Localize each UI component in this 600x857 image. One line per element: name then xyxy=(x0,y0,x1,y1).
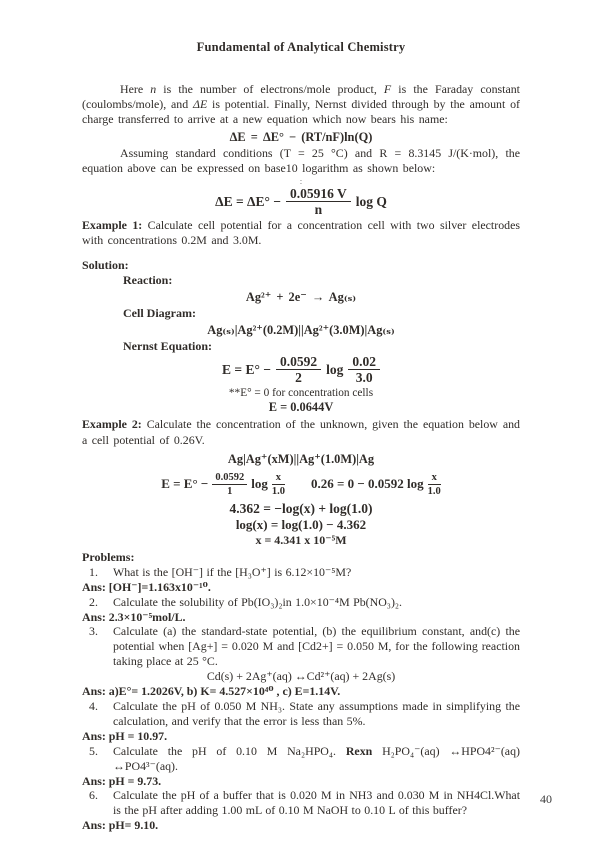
page-number: 40 xyxy=(540,792,552,806)
fraction-numerator: x xyxy=(272,472,285,485)
problem-text: Calculate the pH of 0.050 M NH₃. State any assumptions made in simplifying the calculation, and verify that the error is less than 5%. xyxy=(113,698,520,728)
fraction-numerator: 0.05916 V xyxy=(286,187,351,202)
example2-text: Calculate the concentration of the unknown, given the equation below and a cell potential of 0.26V. xyxy=(82,417,520,447)
fraction xyxy=(348,355,380,384)
example2-left-equation xyxy=(161,472,285,497)
fraction-denominator: 1.0 xyxy=(271,485,285,497)
problem-text: Calculate the solubility of Pb(IO₃)₂in 1.0×10⁻⁴M Pb(NO₃)₂. xyxy=(113,594,403,609)
log-operator: log xyxy=(251,476,268,492)
problem-item xyxy=(82,788,520,818)
cell-diagram-equation: Ag₍ₛ₎|Ag²⁺(0.2M)||Ag²⁺(3.0M)|Ag₍ₛ₎ xyxy=(207,323,395,338)
intro-text-part: is the number of electrons/mole product, xyxy=(156,82,384,96)
equation-lhs: ΔE = ΔE° − xyxy=(215,193,281,209)
problem-number: 5. xyxy=(89,743,98,758)
problem-text: Calculate (a) the standard-state potential, (b) the equilibrium constant, and(c) the potential when [Ag+] = 0.020 M and [Cd2+] = 0.050 M, for the following reaction taking place at 25 °C. xyxy=(113,624,520,669)
fraction-denominator: 2 xyxy=(295,370,302,386)
answer-line: Ans: 2.3×10⁻⁵mol/L. xyxy=(82,609,186,624)
problem-number: 4. xyxy=(89,698,98,713)
variable-n: n xyxy=(150,82,157,96)
problem-item xyxy=(82,699,520,729)
answer-line: Ans: pH = 10.97. xyxy=(82,728,168,743)
variable-f: F xyxy=(383,82,392,96)
fraction xyxy=(276,355,321,384)
problem-number: 3. xyxy=(89,624,98,639)
problem3-reaction-equation: Cd(s) + 2Ag⁺(aq) ↔Cd²⁺(aq) + 2Ag(s) xyxy=(206,669,396,684)
problem-text-part: H₂PO₄⁻(aq) ↔HPO4²⁻(aq) ↔PO4³⁻(aq). xyxy=(113,743,520,773)
fraction-numerator: 0.02 xyxy=(348,355,380,370)
example1-label: Example 1: xyxy=(82,218,143,233)
problem-text-part: Calculate the pH of 0.10 M Na₂HPO₄. xyxy=(113,743,346,758)
nernst-equation-inline: ΔE = ΔE° − (RT/nF)ln(Q) xyxy=(229,129,373,144)
example1-paragraph xyxy=(82,218,520,248)
fraction-denominator: n xyxy=(314,202,323,218)
concentration-cell-note: **E° = 0 for concentration cells xyxy=(228,387,374,400)
fraction-numerator: x xyxy=(428,472,441,485)
example2-step1: 4.362 = −log(x) + log(1.0) xyxy=(229,500,373,516)
answer-line: Ans: pH= 9.10. xyxy=(82,818,159,833)
example2-label: Example 2: xyxy=(82,417,142,432)
problem-text: Calculate the pH of a buffer that is 0.020 M in NH3 and 0.030 M in NH4Cl.What is the pH after adding 1.00 mL of 0.10 M NaOH to 0.10 L of this buffer? xyxy=(113,788,520,818)
cell-diagram-label: Cell Diagram: xyxy=(123,306,196,321)
problem-item xyxy=(82,595,520,610)
problem-number: 2. xyxy=(89,594,98,609)
fraction-numerator: 0.0592 xyxy=(276,355,321,370)
equation-lhs: E = E° − xyxy=(222,361,271,377)
problem-number: 6. xyxy=(89,788,98,803)
problem-number: 1. xyxy=(89,564,98,579)
nernst-equation-label: Nernst Equation: xyxy=(123,339,213,354)
intro-paragraph xyxy=(82,82,520,128)
scan-artifact-colon: : xyxy=(299,177,303,187)
example2-step3: x = 4.341 x 10⁻⁵M xyxy=(255,532,347,547)
equation-lhs: 0.26 = 0 − 0.0592 log xyxy=(310,476,424,492)
problem-item xyxy=(82,624,520,669)
problems-heading: Problems: xyxy=(82,549,135,564)
problem-item xyxy=(82,744,520,774)
answer-line: Ans: a)E°= 1.2026V, b) K= 4.527×10⁴⁰ , c) E=1.14V. xyxy=(82,684,341,699)
example2-right-equation xyxy=(311,472,441,497)
fraction-denominator: 3.0 xyxy=(355,370,373,386)
variable-delta-e: ΔE xyxy=(192,97,208,112)
intro-text-part: is the Faraday constant (coulombs/mole), and xyxy=(82,82,520,112)
example2-step2: log(x) = log(1.0) − 4.362 xyxy=(235,516,367,532)
reaction-equation: Ag²⁺ + 2e⁻ → Ag₍ₛ₎ xyxy=(245,290,357,305)
base10-nernst-equation xyxy=(82,187,520,216)
fraction xyxy=(212,472,247,497)
fraction-numerator: 0.0592 xyxy=(212,472,247,485)
log-operator: log xyxy=(326,361,344,377)
problem-text xyxy=(113,744,520,774)
assumptions-paragraph: Assuming standard conditions (T = 25 °C) and R = 8.3145 J/(K·mol), the equation above can be expressed on base10 logarithm as shown below: xyxy=(82,145,520,175)
fraction xyxy=(286,187,351,216)
problem-item xyxy=(82,565,520,580)
intro-text-part: is potential. Finally, Nernst divided through by the amount of charge transferred to arrive at a new equation which now bears his name: xyxy=(82,97,520,127)
example2-equation-row xyxy=(82,472,520,497)
equation-rhs: log Q xyxy=(355,193,387,209)
example1-text: Calculate cell potential for a concentration cell with two silver electrodes with concentrations 0.2M and 3.0M. xyxy=(82,218,520,248)
answer-line: Ans: [OH⁻]=1.163x10⁻¹⁰. xyxy=(82,579,211,594)
example2-paragraph xyxy=(82,417,520,447)
example2-cell-equation: Ag|Ag⁺(xM)||Ag⁺(1.0M)|Ag xyxy=(227,451,375,466)
page-header-title: Fundamental of Analytical Chemistry xyxy=(196,40,406,54)
equation-lhs: E = E° − xyxy=(161,476,209,492)
solution-label: Solution: xyxy=(82,258,129,273)
answer-line: Ans: pH = 9.73. xyxy=(82,773,162,788)
fraction-denominator: 1 xyxy=(227,485,233,497)
example1-result: E = 0.0644V xyxy=(268,400,334,415)
problem-text: What is the [OH⁻] if the [H₃O⁺] is 6.12×10⁻⁵M? xyxy=(113,564,352,579)
fraction xyxy=(428,472,441,497)
reaction-label: Reaction: xyxy=(123,273,173,288)
fraction xyxy=(272,472,285,497)
fraction-denominator: 1.0 xyxy=(427,485,441,497)
rexn-label: Rexn xyxy=(345,743,373,758)
example1-nernst-equation xyxy=(82,355,520,384)
intro-text-part: Here xyxy=(120,82,151,96)
